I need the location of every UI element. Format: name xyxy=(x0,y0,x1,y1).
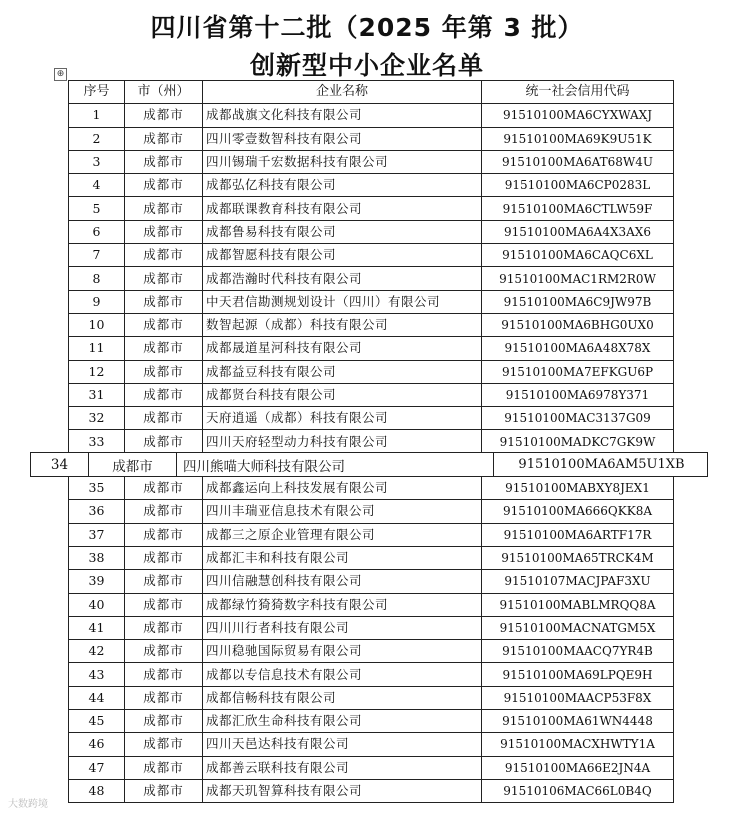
cell-credit-code: 91510100MA6A4X3AX6 xyxy=(482,220,674,243)
cell-credit-code: 91510100MA65TRCK4M xyxy=(482,546,674,569)
highlight-company: 四川熊喵大师科技有限公司 xyxy=(177,453,494,476)
cell-city: 成都市 xyxy=(125,104,203,127)
cell-credit-code: 91510100MACXHWTY1A xyxy=(482,733,674,756)
table-row xyxy=(69,616,674,639)
cell-city: 成都市 xyxy=(125,779,203,802)
cell-index: 3 xyxy=(69,150,125,173)
cell-index: 40 xyxy=(69,593,125,616)
table-row xyxy=(69,407,674,430)
cell-company: 成都益豆科技有限公司 xyxy=(203,360,482,383)
cell-credit-code: 91510100MA61WN4448 xyxy=(482,710,674,733)
cell-city: 成都市 xyxy=(125,593,203,616)
cell-index: 36 xyxy=(69,500,125,523)
table-row xyxy=(69,220,674,243)
table-row xyxy=(69,383,674,406)
cell-credit-code: 91510100MACNATGM5X xyxy=(482,616,674,639)
cell-company: 四川川行者科技有限公司 xyxy=(203,616,482,639)
cell-company: 成都汇丰和科技有限公司 xyxy=(203,546,482,569)
cell-credit-code: 91510100MA6ARTF17R xyxy=(482,523,674,546)
table-row xyxy=(69,430,674,453)
cell-company: 四川天邑达科技有限公司 xyxy=(203,733,482,756)
cell-city: 成都市 xyxy=(125,174,203,197)
cell-company: 四川零壹数智科技有限公司 xyxy=(203,127,482,150)
cell-index: 41 xyxy=(69,616,125,639)
cell-city: 成都市 xyxy=(125,150,203,173)
cell-city: 成都市 xyxy=(125,430,203,453)
cell-index: 38 xyxy=(69,546,125,569)
document-title: 四川省第十二批（2025 年第 3 批） xyxy=(150,13,584,42)
cell-index: 2 xyxy=(69,127,125,150)
cell-index: 42 xyxy=(69,640,125,663)
cell-city: 成都市 xyxy=(125,244,203,267)
highlight-credit-code: 91510100MA6AM5U1XB xyxy=(518,457,685,472)
cell-index: 7 xyxy=(69,244,125,267)
cell-index: 33 xyxy=(69,430,125,453)
table-row xyxy=(69,593,674,616)
cell-company: 成都联课教育科技有限公司 xyxy=(203,197,482,220)
cell-credit-code: 91510100MA6CYXWAXJ xyxy=(482,104,674,127)
cell-company: 成都绿竹猗猗数字科技有限公司 xyxy=(203,593,482,616)
cell-credit-code: 91510100MAC1RM2R0W xyxy=(482,267,674,290)
cell-credit-code: 91510100MA6BHG0UX0 xyxy=(482,313,674,336)
table-row xyxy=(69,663,674,686)
table-row xyxy=(69,313,674,336)
cell-city: 成都市 xyxy=(125,477,203,500)
cell-index: 45 xyxy=(69,710,125,733)
cell-city: 成都市 xyxy=(125,570,203,593)
cell-company: 四川天府轻型动力科技有限公司 xyxy=(203,430,482,453)
cell-company: 中天君信勘测规划设计（四川）有限公司 xyxy=(203,290,482,313)
table-row xyxy=(69,104,674,127)
cell-city: 成都市 xyxy=(125,686,203,709)
cell-credit-code: 91510100MADKC7GK9W xyxy=(482,430,674,453)
cell-company: 成都贤台科技有限公司 xyxy=(203,383,482,406)
cell-city: 成都市 xyxy=(125,710,203,733)
cell-index: 4 xyxy=(69,174,125,197)
table-row xyxy=(69,337,674,360)
cell-city: 成都市 xyxy=(125,290,203,313)
cell-city: 成都市 xyxy=(125,500,203,523)
cell-index: 31 xyxy=(69,383,125,406)
cell-company: 成都信畅科技有限公司 xyxy=(203,686,482,709)
cell-city: 成都市 xyxy=(125,733,203,756)
cell-index: 35 xyxy=(69,477,125,500)
cell-index: 12 xyxy=(69,360,125,383)
cell-credit-code: 91510100MA666QKK8A xyxy=(482,500,674,523)
cell-city: 成都市 xyxy=(125,383,203,406)
cell-credit-code: 91510106MAC66L0B4Q xyxy=(482,779,674,802)
cell-credit-code: 91510100MA6AT68W4U xyxy=(482,150,674,173)
cell-company: 四川稳驰国际贸易有限公司 xyxy=(203,640,482,663)
cell-index: 32 xyxy=(69,407,125,430)
cell-index: 39 xyxy=(69,570,125,593)
table-row xyxy=(69,244,674,267)
cell-company: 成都鑫运向上科技发展有限公司 xyxy=(203,477,482,500)
cell-company: 成都以专信息技术有限公司 xyxy=(203,663,482,686)
cell-company: 成都三之原企业管理有限公司 xyxy=(203,523,482,546)
cell-company: 天府逍遥（成都）科技有限公司 xyxy=(203,407,482,430)
cell-city: 成都市 xyxy=(125,220,203,243)
cell-credit-code: 91510100MAC3137G09 xyxy=(482,407,674,430)
cell-index: 6 xyxy=(69,220,125,243)
cell-city: 成都市 xyxy=(125,546,203,569)
watermark: 大数跨境 xyxy=(8,799,48,810)
cell-city: 成都市 xyxy=(125,616,203,639)
table-row xyxy=(69,733,674,756)
cell-index: 1 xyxy=(69,104,125,127)
cell-credit-code: 91510100MA6CP0283L xyxy=(482,174,674,197)
table-row xyxy=(69,127,674,150)
cell-credit-code: 91510100MA6978Y371 xyxy=(482,383,674,406)
table-row xyxy=(69,500,674,523)
cell-city: 成都市 xyxy=(125,337,203,360)
cell-index: 46 xyxy=(69,733,125,756)
cell-company: 成都弘亿科技有限公司 xyxy=(203,174,482,197)
cell-city: 成都市 xyxy=(125,197,203,220)
cell-company: 数智起源（成都）科技有限公司 xyxy=(203,313,482,336)
header-company: 企业名称 xyxy=(203,81,482,104)
table-row xyxy=(69,546,674,569)
cell-company: 成都天玑智算科技有限公司 xyxy=(203,779,482,802)
cell-city: 成都市 xyxy=(125,360,203,383)
cell-city: 成都市 xyxy=(125,267,203,290)
cell-index: 8 xyxy=(69,267,125,290)
highlighted-row[interactable] xyxy=(30,452,708,477)
cell-credit-code: 91510100MAACP53F8X xyxy=(482,686,674,709)
cell-city: 成都市 xyxy=(125,127,203,150)
cell-company: 四川信融慧创科技有限公司 xyxy=(203,570,482,593)
header-city: 市（州） xyxy=(125,81,203,104)
highlight-city: 成都市 xyxy=(89,453,177,476)
table-row xyxy=(69,710,674,733)
cell-company: 四川锡瑞千宏数据科技有限公司 xyxy=(203,150,482,173)
cell-company: 成都战旗文化科技有限公司 xyxy=(203,104,482,127)
table-row xyxy=(69,686,674,709)
cell-credit-code: 91510100MA6CTLW59F xyxy=(482,197,674,220)
cell-index: 48 xyxy=(69,779,125,802)
cell-city: 成都市 xyxy=(125,313,203,336)
cell-company: 成都善云联科技有限公司 xyxy=(203,756,482,779)
cell-credit-code: 91510100MA6A48X78X xyxy=(482,337,674,360)
cell-company: 四川丰瑞亚信息技术有限公司 xyxy=(203,500,482,523)
table-header-row xyxy=(69,81,674,104)
table-row xyxy=(69,174,674,197)
cell-credit-code: 91510100MA69LPQE9H xyxy=(482,663,674,686)
cell-company: 成都浩瀚时代科技有限公司 xyxy=(203,267,482,290)
cell-company: 成都汇欣生命科技有限公司 xyxy=(203,710,482,733)
cell-company: 成都晟道星河科技有限公司 xyxy=(203,337,482,360)
table-row xyxy=(69,477,674,500)
cell-city: 成都市 xyxy=(125,663,203,686)
cell-city: 成都市 xyxy=(125,523,203,546)
cell-index: 37 xyxy=(69,523,125,546)
cell-credit-code: 91510100MA6C9JW97B xyxy=(482,290,674,313)
cell-index: 43 xyxy=(69,663,125,686)
cell-credit-code: 91510100MA6CAQC6XL xyxy=(482,244,674,267)
cell-credit-code: 91510100MAACQ7YR4B xyxy=(482,640,674,663)
table-row xyxy=(69,640,674,663)
cell-company: 成都鲁易科技有限公司 xyxy=(203,220,482,243)
cell-city: 成都市 xyxy=(125,756,203,779)
cell-credit-code: 91510107MACJPAF3XU xyxy=(482,570,674,593)
cell-credit-code: 91510100MA66E2JN4A xyxy=(482,756,674,779)
table-row xyxy=(69,150,674,173)
cell-credit-code: 91510100MA69K9U51K xyxy=(482,127,674,150)
table-row xyxy=(69,756,674,779)
cell-credit-code: 91510100MABLMRQQ8A xyxy=(482,593,674,616)
table-row xyxy=(69,197,674,220)
cell-city: 成都市 xyxy=(125,640,203,663)
cell-index: 47 xyxy=(69,756,125,779)
table-row xyxy=(69,570,674,593)
table-row xyxy=(69,267,674,290)
cell-index: 44 xyxy=(69,686,125,709)
table-move-handle-icon[interactable]: ⊕ xyxy=(54,68,67,81)
document-subtitle: 创新型中小企业名单 xyxy=(249,51,484,80)
cell-credit-code: 91510100MA7EFKGU6P xyxy=(482,360,674,383)
table-row xyxy=(69,523,674,546)
cell-index: 9 xyxy=(69,290,125,313)
cell-index: 10 xyxy=(69,313,125,336)
cell-city: 成都市 xyxy=(125,407,203,430)
header-credit-code: 统一社会信用代码 xyxy=(482,81,674,104)
table-row xyxy=(69,290,674,313)
cell-index: 5 xyxy=(69,197,125,220)
highlight-index: 34 xyxy=(31,453,89,476)
header-index: 序号 xyxy=(69,81,125,104)
enterprise-table xyxy=(68,80,674,803)
cell-credit-code: 91510100MABXY8JEX1 xyxy=(482,477,674,500)
cell-company: 成都智愿科技有限公司 xyxy=(203,244,482,267)
table-row xyxy=(69,779,674,802)
cell-index: 11 xyxy=(69,337,125,360)
table-row xyxy=(69,360,674,383)
